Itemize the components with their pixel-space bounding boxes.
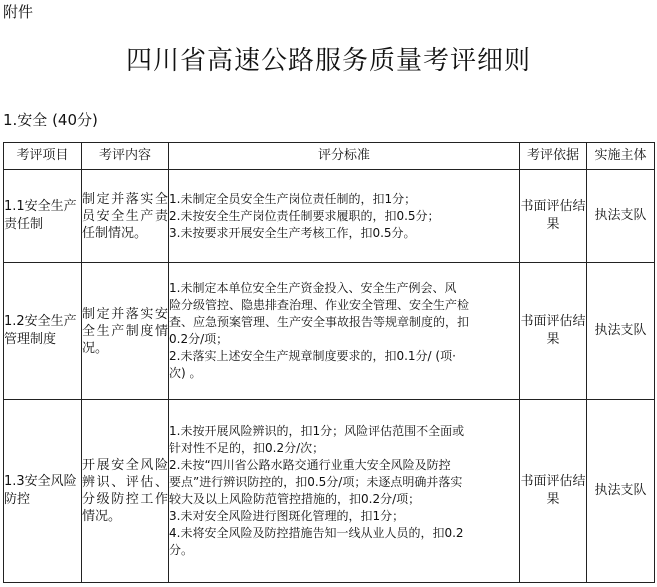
standard-line: 2.未按安全生产岗位责任制要求履职的，扣0.5分； bbox=[169, 208, 440, 223]
row-item-cell: 1.3安全风险防控 bbox=[4, 400, 82, 583]
attachment-label: 附件 bbox=[3, 3, 34, 21]
standard-line: 4.未将安全风险及防控措施告知一线从业人员的，扣0.2 bbox=[169, 526, 464, 540]
header-item: 考评项目 bbox=[4, 143, 82, 170]
table-row bbox=[4, 170, 655, 263]
row-standard-cell bbox=[169, 400, 520, 583]
row-subject-cell: 执法支队 bbox=[587, 400, 655, 583]
document-title: 四川省高速公路服务质量考评细则 bbox=[125, 46, 531, 76]
header-subject: 实施主体 bbox=[587, 143, 655, 170]
criteria-table bbox=[3, 142, 655, 583]
section-title: 1.安全 (40分) bbox=[3, 111, 98, 129]
standard-line: 0.2分/项； bbox=[169, 332, 229, 346]
standard-line: 较大及以上风险防范管控措施的，扣0.2分/项； bbox=[169, 492, 421, 506]
standard-line: 1.未制定本单位安全生产资金投入、安全生产例会、风 bbox=[169, 281, 457, 295]
standard-line: 针对性不足的，扣0.2分/次； bbox=[169, 441, 325, 455]
standard-line: 次) 。 bbox=[169, 366, 202, 380]
standard-line: 2.未落实上述安全生产规章制度要求的，扣0.1分/ (项· bbox=[169, 349, 456, 363]
standard-line: 分。 bbox=[169, 543, 194, 557]
row-standard-cell bbox=[169, 263, 520, 400]
header-basis: 考评依据 bbox=[520, 143, 587, 170]
header-content: 考评内容 bbox=[82, 143, 169, 170]
header-standard: 评分标准 bbox=[169, 143, 520, 170]
standard-line: 1.未按开展风险辨识的，扣1分；风险评估范围不全面或 bbox=[169, 424, 465, 438]
row-basis-cell: 书面评估结果 bbox=[520, 170, 587, 263]
standard-line: 1.未制定全员安全生产岗位责任制的，扣1分； bbox=[169, 191, 417, 206]
row-content-cell: 制定并落实安全生产制度情况。 bbox=[82, 263, 169, 400]
table-row bbox=[4, 263, 655, 400]
standard-line: 险分级管控、隐患排查治理、作业安全管理、安全生产检 bbox=[169, 298, 470, 312]
standard-line: 要点”进行辨识防控的，扣0.5分/项；未逐点明确并落实 bbox=[169, 475, 463, 489]
row-standard-cell bbox=[169, 170, 520, 263]
row-content-cell: 开展安全风险辨识、评估、分级防控工作情况。 bbox=[82, 400, 169, 583]
row-basis-cell: 书面评估结果 bbox=[520, 263, 587, 400]
row-content-cell: 制定并落实全员安全生产责任制情况。 bbox=[82, 170, 169, 263]
table-header-row bbox=[4, 143, 655, 170]
standard-line: 2.未按“四川省公路水路交通行业重大安全风险及防控 bbox=[169, 458, 451, 472]
row-subject-cell: 执法支队 bbox=[587, 263, 655, 400]
standard-line: 查、应急预案管理、生产安全事故报告等规章制度的，扣 bbox=[169, 315, 470, 329]
standard-line: 3.未按要求开展安全生产考核工作，扣0.5分。 bbox=[169, 225, 416, 240]
row-basis-cell: 书面评估结果 bbox=[520, 400, 587, 583]
standard-line: 3.未对安全风险进行图斑化管理的，扣1分； bbox=[169, 509, 405, 523]
row-subject-cell: 执法支队 bbox=[587, 170, 655, 263]
row-item-cell: 1.2安全生产管理制度 bbox=[4, 263, 82, 400]
table-row bbox=[4, 400, 655, 583]
row-item-cell: 1.1安全生产责任制 bbox=[4, 170, 82, 263]
